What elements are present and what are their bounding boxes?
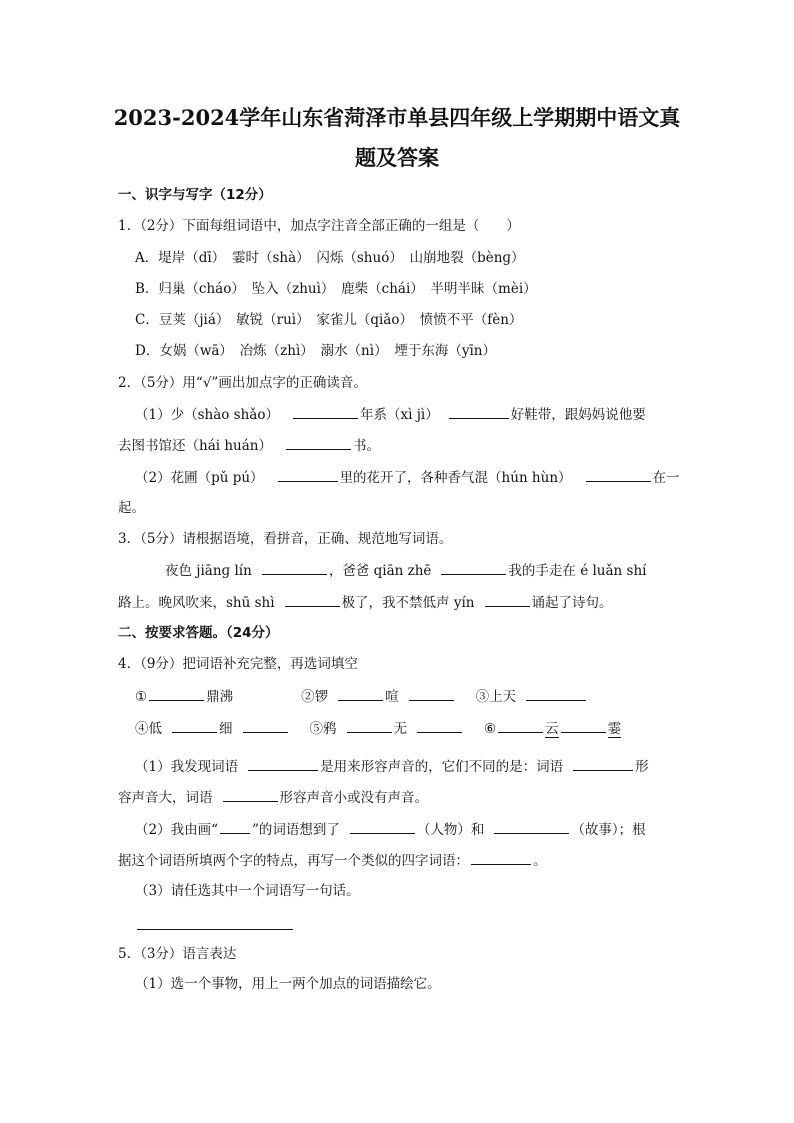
q1-stem: 1．（2分）下面每组词语中，加点字注音全部正确的一组是（ ）	[118, 218, 520, 234]
q1-option-d: D．女娲（wā） 冶炼（zhì） 溺水（nì） 堙于东海（yīn）	[135, 343, 496, 359]
section1-heading: 一、识字与写字（12分）	[118, 187, 272, 203]
answer-blank[interactable]	[494, 819, 569, 834]
answer-blank[interactable]	[149, 686, 204, 701]
q3-line2	[118, 592, 698, 613]
q5-stem: 5．（3分）语言表达	[118, 946, 237, 962]
answer-blank[interactable]	[243, 718, 288, 733]
q4-s1b: 是用来形容声音的，它们不同的是：词语	[320, 759, 564, 775]
answer-blank[interactable]	[223, 787, 278, 802]
q2-p2b: 里的花开了，各种香气混（hún hùn）	[339, 470, 572, 486]
q4-item1: 鼎沸	[206, 689, 234, 705]
exam-title-line2: 题及答案	[355, 145, 439, 170]
q4-s2e: 据这个词语所填两个字的特点，再写一个类似的四字词语：	[118, 853, 469, 869]
q1-option-c: C．豆荚（jiá） 敏锐（ruì） 家雀儿（qiǎo） 愤愤不平（fèn）	[135, 312, 523, 328]
answer-blank[interactable]	[586, 467, 651, 482]
q2-part1-line1	[135, 404, 715, 425]
answer-blank[interactable]	[262, 560, 327, 575]
answer-blank[interactable]	[409, 686, 454, 701]
q3-f: 诵起了诗句。	[531, 595, 613, 611]
q2-part2-line1	[135, 467, 715, 488]
q4-sub1-line1	[135, 756, 715, 777]
answer-writing-line[interactable]	[137, 929, 293, 930]
q2-p2a: （2）花圃（pǔ pú）	[135, 470, 264, 486]
q4-s1e: 形容声音小或没有声音。	[279, 790, 428, 806]
q3-line1	[165, 560, 745, 581]
answer-blank[interactable]	[417, 718, 462, 733]
answer-blank[interactable]	[248, 756, 318, 771]
q4-item6-end: 霎	[607, 721, 622, 737]
answer-blank[interactable]	[278, 467, 338, 482]
q4-s1d: 容声音大，词语	[118, 790, 213, 806]
answer-blank[interactable]	[286, 435, 351, 450]
answer-blank[interactable]	[441, 560, 506, 575]
q4-item4-mid: 细	[219, 721, 233, 737]
q3-stem: 3．（5分）请根据语境，看拼音，正确、规范地写词语。	[118, 531, 453, 547]
q3-e: 极了，我不禁低声 yín	[341, 595, 475, 611]
q2-p1d: 去图书馆还（hái huán）	[118, 438, 272, 454]
answer-blank[interactable]	[526, 686, 586, 701]
answer-blank[interactable]	[573, 756, 633, 771]
q4-item5-prefix: ⑤鸦	[309, 721, 337, 737]
q4-item5-mid: 无	[393, 721, 407, 737]
answer-blank[interactable]	[220, 819, 250, 834]
answer-blank[interactable]	[293, 404, 358, 419]
q4-s1a: （1）我发现词语	[135, 759, 239, 775]
q3-b: ，爸爸 qiān zhē	[328, 563, 432, 579]
q4-items-row1	[135, 686, 715, 707]
answer-blank[interactable]	[471, 850, 531, 865]
answer-blank[interactable]	[485, 592, 530, 607]
q4-item3-prefix: ③上天	[475, 689, 517, 705]
q4-items-row2	[135, 718, 715, 739]
q2-p1a: （1）少（shào shǎo）	[135, 407, 279, 423]
q4-s2b: ”的词语想到了	[252, 822, 340, 838]
q4-s2d: （故事）；根	[571, 822, 646, 838]
q4-s2c: （人物）和	[416, 822, 485, 838]
q2-part2-line2: 起。	[118, 500, 145, 516]
answer-blank[interactable]	[350, 819, 415, 834]
circle-one-icon: ①	[135, 689, 148, 705]
q2-p1b: 年系（xì jì）	[359, 407, 439, 423]
q4-sub2-line1	[135, 819, 715, 840]
q2-p1e: 书。	[352, 438, 380, 454]
answer-blank[interactable]	[172, 718, 217, 733]
answer-blank[interactable]	[338, 686, 383, 701]
q4-item2-prefix: ②锣	[301, 689, 329, 705]
q1-option-a: A．堤岸（dī） 霎时（shà） 闪烁（shuó） 山崩地裂（bènɡ）	[135, 250, 525, 266]
answer-blank[interactable]	[285, 592, 340, 607]
circle-six-icon: ⑥	[484, 721, 497, 737]
q2-p2c: 在一	[652, 470, 680, 486]
answer-blank[interactable]	[498, 718, 543, 733]
q3-a: 夜色 jiānɡ lín	[165, 563, 252, 579]
answer-blank[interactable]	[449, 404, 509, 419]
q3-c: 我的手走在 é luǎn shí	[508, 563, 647, 579]
q4-stem: 4．（9分）把词语补充完整，再选词填空	[118, 656, 358, 672]
answer-blank[interactable]	[561, 718, 606, 733]
q4-item6-mid: 云	[545, 721, 559, 737]
q5-sub1: （1）选一个事物，用上一两个加点的词语描绘它。	[135, 976, 441, 992]
q4-sub3: （3）请任选其中一个词语写一句话。	[135, 883, 360, 899]
answer-blank[interactable]	[347, 718, 392, 733]
q4-s2a: （2）我由画“	[135, 822, 218, 838]
q4-s2f: 。	[533, 853, 547, 869]
q4-item4-prefix: ④低	[135, 721, 162, 737]
q4-sub2-line2	[118, 850, 698, 871]
q1-option-b: B．归巢（cháo） 坠入（zhuì） 鹿柴（chái） 半明半昧（mèi）	[135, 281, 537, 297]
q2-stem: 2．（5分）用“√”画出加点字的正确读音。	[118, 375, 367, 391]
section2-heading: 二、按要求答题。（24分）	[118, 625, 279, 641]
q3-d: 路上。晚风吹来，shū shì	[118, 595, 275, 611]
q4-sub1-line2	[118, 787, 698, 808]
exam-title-line1: 2023-2024学年山东省菏泽市单县四年级上学期期中语文真	[113, 105, 681, 130]
q4-item2-mid: 喧	[385, 689, 399, 705]
q2-part1-line2	[118, 435, 698, 456]
q4-s1c: 形	[635, 759, 649, 775]
q2-p1c: 好鞋带，跟妈妈说他要	[510, 407, 646, 423]
